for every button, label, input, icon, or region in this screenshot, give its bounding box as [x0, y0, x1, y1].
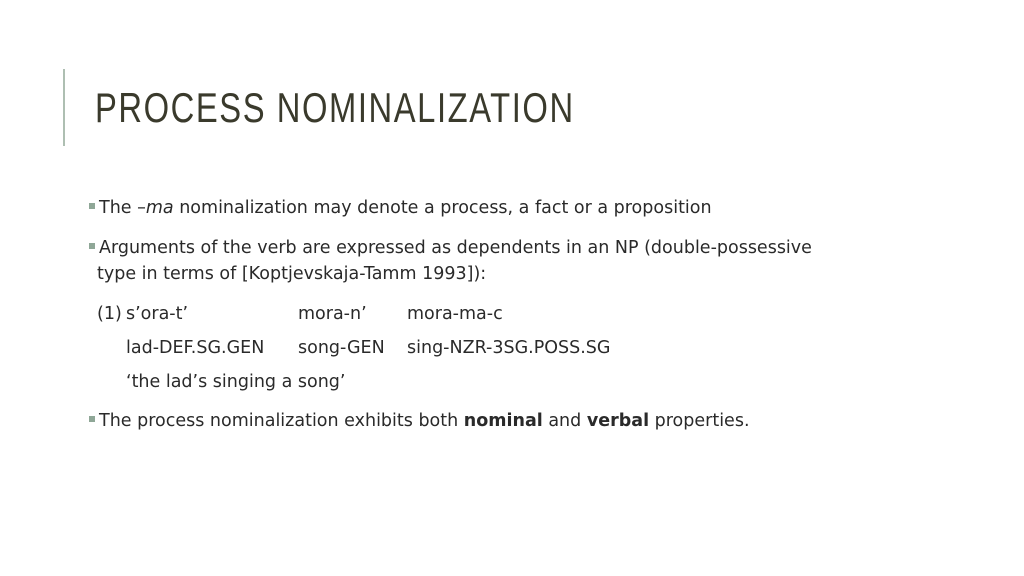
example-translation: ‘the lad’s singing a song’: [126, 372, 346, 392]
bullet-1-prefix: The: [99, 198, 138, 218]
bullet-3: [89, 408, 750, 434]
bullet-2: [89, 235, 812, 261]
bullet-3-prefix: The process nominalization exhibits both: [99, 411, 464, 431]
example-gloss-3: sing-NZR-3SG.POSS.SG: [407, 338, 611, 358]
bullet-1-suffix: ma: [145, 198, 174, 218]
bullet-2-line-1: Arguments of the verb are expressed as dependents in an NP (double-possessive: [99, 238, 812, 258]
bullet-3-middle: and: [542, 411, 587, 431]
bullet-3-suffix: properties.: [649, 411, 750, 431]
bullet-square-icon: [89, 416, 95, 422]
bullet-3-verbal: verbal: [586, 411, 650, 431]
bullet-1-text: nominalization may denote a process, a fact or a proposition: [173, 198, 712, 218]
example-gloss-1: lad-DEF.SG.GEN: [126, 338, 265, 358]
title-accent-rule: [63, 69, 65, 146]
bullet-1: [89, 195, 712, 221]
example-gloss-word-2: mora-n’: [298, 304, 367, 324]
example-gloss-word-3: mora-ma-c: [407, 304, 503, 324]
example-gloss-word-1: s’ora-t’: [126, 304, 189, 324]
bullet-3-nominal: nominal: [463, 411, 543, 431]
bullet-1-dash: –: [137, 198, 146, 218]
bullet-square-icon: [89, 243, 95, 249]
example-number: (1): [97, 304, 122, 324]
example-gloss-2: song-GEN: [298, 338, 385, 358]
bullet-square-icon: [89, 203, 95, 209]
slide-title: PROCESS NOMINALIZATION: [95, 84, 575, 131]
bullet-2-line-2: type in terms of [Koptjevskaja-Tamm 1993]):: [97, 264, 487, 284]
